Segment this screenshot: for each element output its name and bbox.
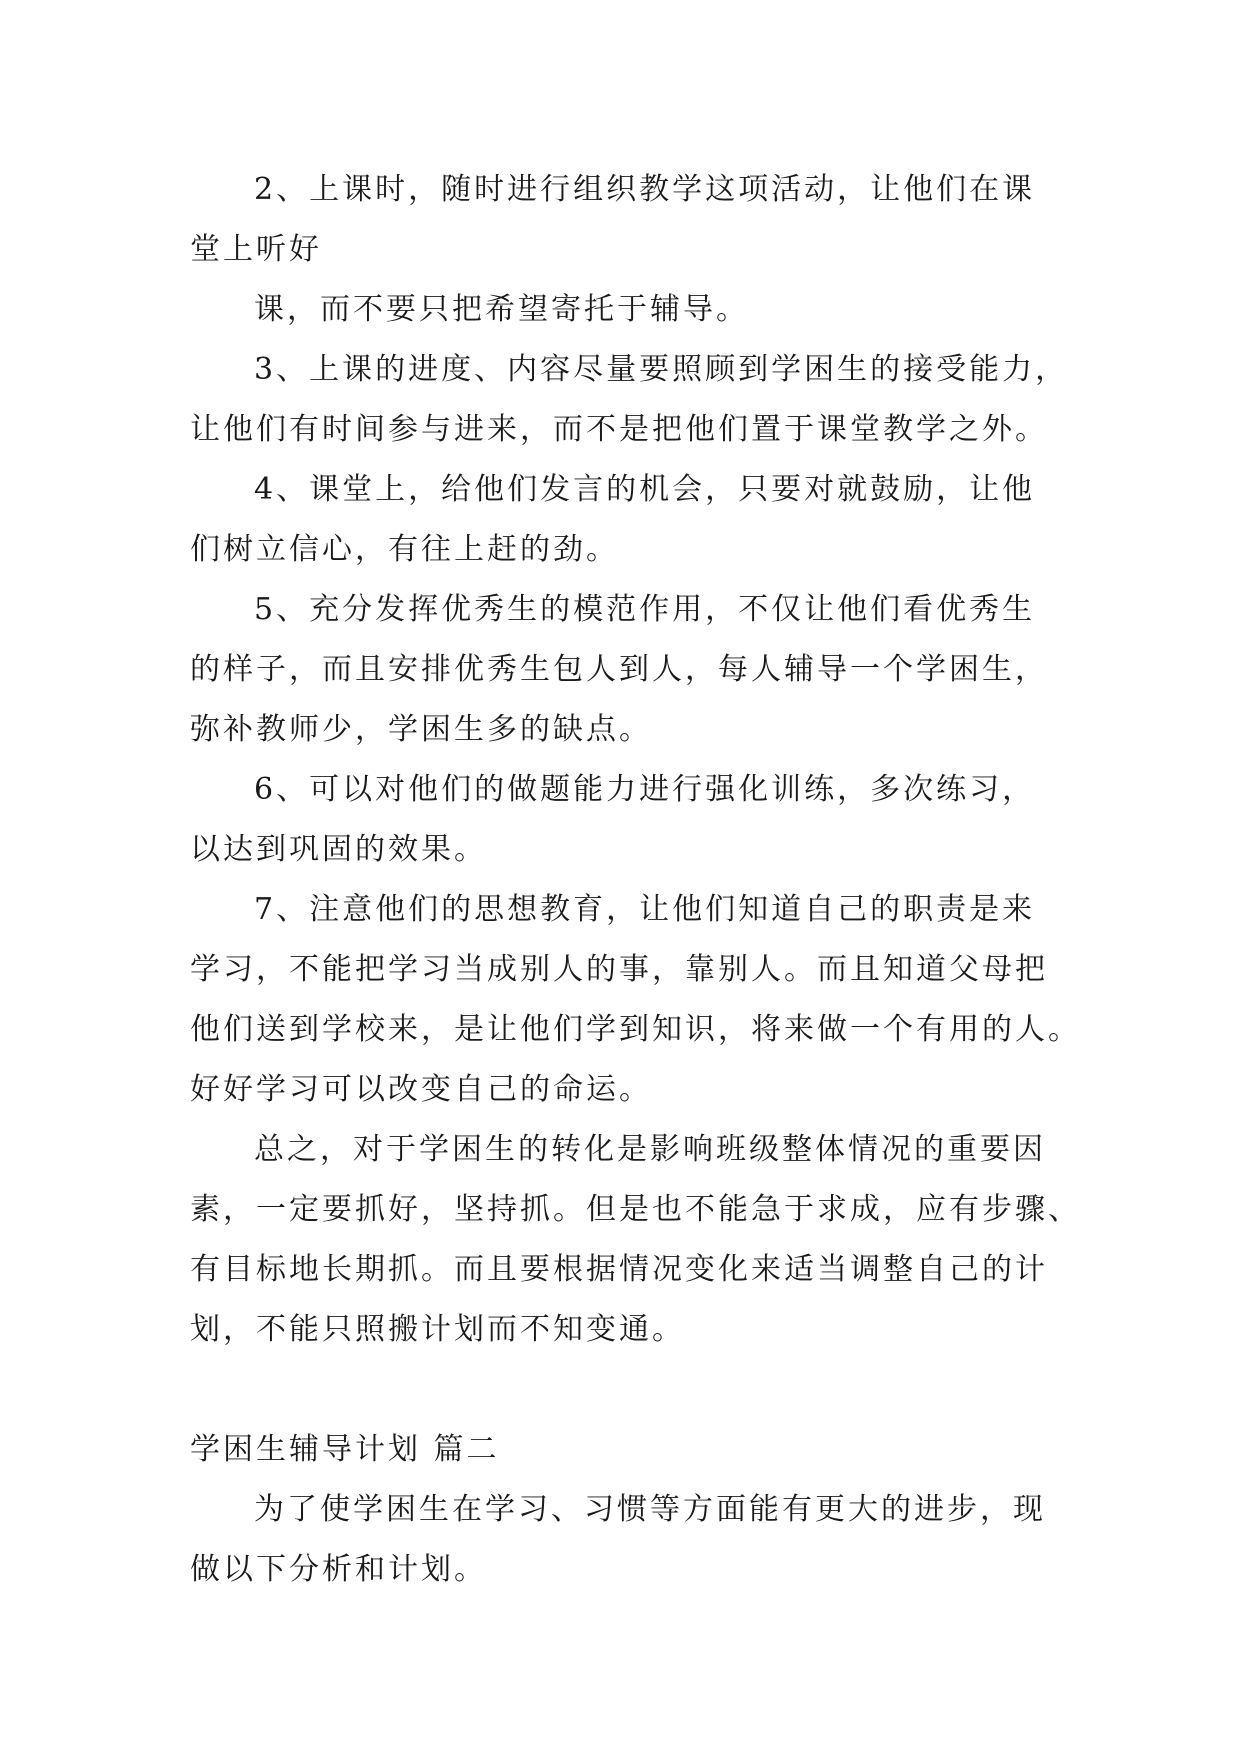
item-5-line-3: 弥补教师少，学困生多的缺点。 [190,712,652,747]
summary-line-2: 素，一定要抓好，坚持抓。但是也不能急于求成，应有步骤、 [190,1192,1081,1227]
item-7-line-1: 7、注意他们的思想教育，让他们知道自己的职责是来 [254,892,1036,927]
item-2-line-1: 2、上课时，随时进行组织教学这项活动，让他们在课 [254,172,1036,207]
summary-line-4: 划，不能只照搬计划而不知变通。 [190,1312,685,1347]
item-5 [190,580,1070,760]
item-2-continuation: 课，而不要只把希望寄托于辅导。 [254,292,749,327]
intro-line-1: 为了使学困生在学习、习惯等方面能有更大的进步，现 [254,1492,1046,1527]
item-6-line-1: 6、可以对他们的做题能力进行强化训练，多次练习， [254,772,1036,807]
item-3-line-2: 让他们有时间参与进来，而不是把他们置于课堂教学之外。 [190,412,1048,447]
item-3 [190,340,1070,460]
item-4-line-1: 4、课堂上，给他们发言的机会，只要对就鼓励，让他 [254,472,1036,507]
summary-line-3: 有目标地长期抓。而且要根据情况变化来适当调整自己的计 [190,1252,1048,1287]
item-6-line-2: 以达到巩固的效果。 [190,832,487,867]
item-7-line-2: 学习，不能把学习当成别人的事，靠别人。而且知道父母把 [190,952,1048,987]
item-4 [190,460,1070,580]
item-7-line-3: 他们送到学校来，是让他们学到知识，将来做一个有用的人。 [190,1012,1081,1047]
item-5-line-2: 的样子，而且安排优秀生包人到人，每人辅导一个学困生， [190,652,1048,687]
item-6 [190,760,1070,880]
summary-line-1: 总之，对于学困生的转化是影响班级整体情况的重要因 [254,1132,1046,1167]
item-3-line-1: 3、上课的进度、内容尽量要照顾到学困生的接受能力， [254,352,1069,387]
item-7-line-4: 好好学习可以改变自己的命运。 [190,1072,652,1107]
summary-paragraph [190,1120,1081,1360]
item-7 [190,880,1081,1120]
intro-paragraph [190,1480,1070,1600]
intro-line-2: 做以下分析和计划。 [190,1552,487,1587]
item-4-line-2: 们树立信心，有往上赶的劲。 [190,532,619,567]
item-2 [190,160,1070,340]
section-heading: 学困生辅导计划 篇二 [190,1432,500,1467]
item-5-line-1: 5、充分发挥优秀生的模范作用，不仅让他们看优秀生 [254,592,1036,627]
item-2-line-2: 堂上听好 [190,232,322,267]
document-page [190,160,1081,1600]
